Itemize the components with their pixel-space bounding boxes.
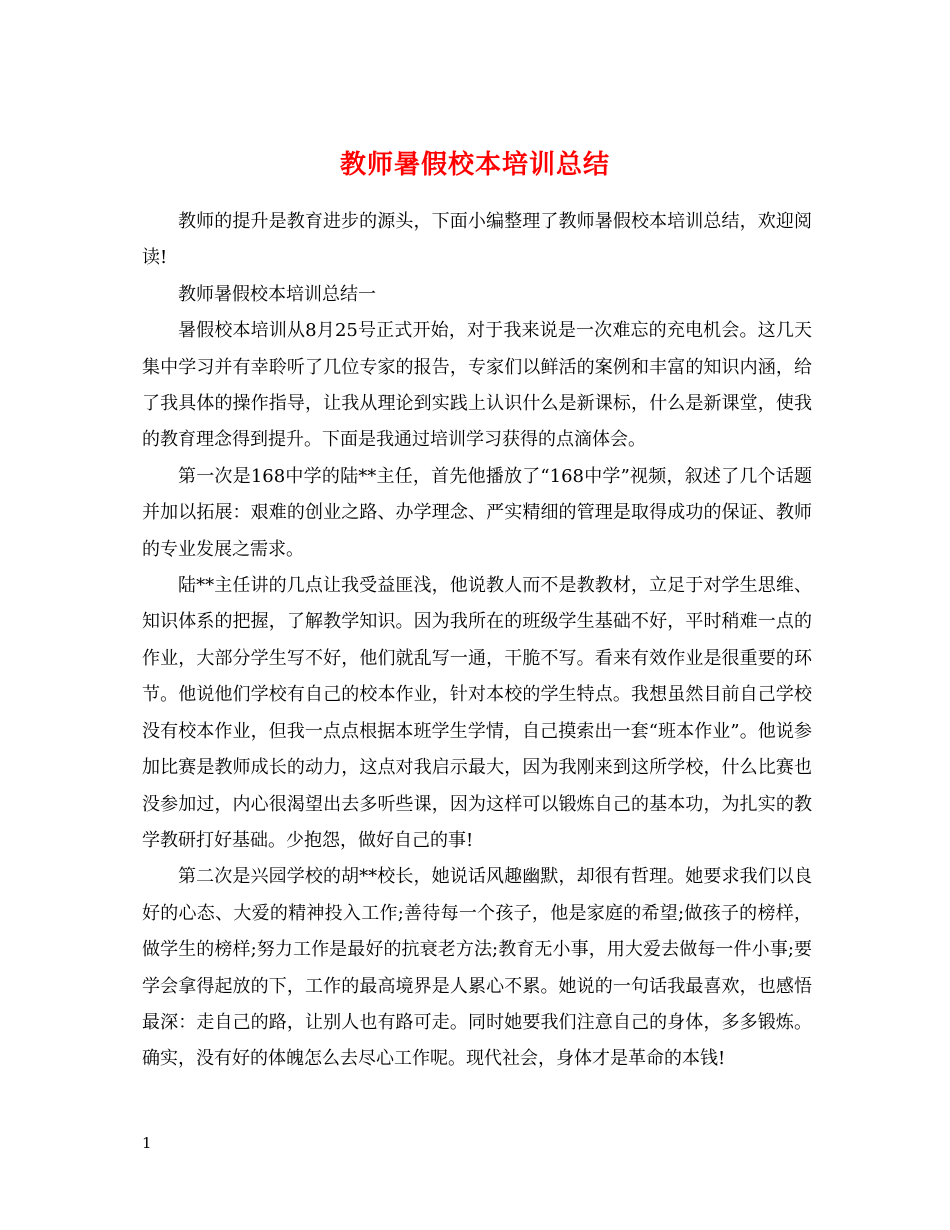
paragraph-section-heading: 教师暑假校本培训总结一 — [178, 283, 376, 305]
paragraph-training-start: 暑假校本培训从8月25号正式开始，对于我来说是一次难忘的充电机会。这几天集中学习并有幸聆听了几位专家的报告，专家们以鲜活的案例和丰富的知识内涵，给了我具体的操作指导，让我从理论到实践上认识什么是新课标，什么是新课堂，使我的教育理念得到提升。下面是我通过培训学习获得的点滴体会。 — [142, 320, 812, 451]
document-title: 教师暑假校本培训总结 — [339, 150, 610, 181]
paragraph-first-session: 第一次是168中学的陆**主任，首先他播放了“168中学”视频，叙述了几个话题并加以拓展：艰难的创业之路、办学理念、严实精细的管理是取得成功的保证、教师的专业发展之需求。 — [142, 465, 812, 560]
page-number: 1 — [142, 1134, 152, 1152]
paragraph-first-session-reflection: 陆**主任讲的几点让我受益匪浅，他说教人而不是教教材，立足于对学生思维、知识体系的把握，了解教学知识。因为我所在的班级学生基础不好，平时稍难一点的作业，大部分学生写不好，他们就乱写一通，干脆不写。看来有效作业是很重要的环节。他说他们学校有自己的校本作业，针对本校的学生特点。我想虽然目前自己学校没有校本作业，但我一点点根据本班学生学情，自己摸索出一套“班本作业”。他说参加比赛是教师成长的动力，这点对我启示最大，因为我刚来到这所学校，什么比赛也没参加过，内心很渴望出去多听些课，因为这样可以锻炼自己的基本功，为扎实的教学教研打好基础。少抱怨，做好自己的事! — [142, 575, 812, 851]
paragraph-intro: 教师的提升是教育进步的源头，下面小编整理了教师暑假校本培训总结，欢迎阅读! — [142, 211, 812, 269]
paragraph-second-session: 第二次是兴园学校的胡**校长，她说话风趣幽默，却很有哲理。她要求我们以良好的心态、大爱的精神投入工作;善待每一个孩子，他是家庭的希望;做孩子的榜样，做学生的榜样;努力工作是最好的抗衰老方法;教育无小事，用大爱去做每一件小事;要学会拿得起放的下，工作的最高境界是人累心不累。她说的一句话我最喜欢，也感悟最深：走自己的路，让别人也有路可走。同时她要我们注意自己的身体，多多锻炼。确实，没有好的体魄怎么去尽心工作呢。现代社会，身体才是革命的本钱! — [142, 866, 812, 1070]
document-body — [142, 204, 812, 1078]
